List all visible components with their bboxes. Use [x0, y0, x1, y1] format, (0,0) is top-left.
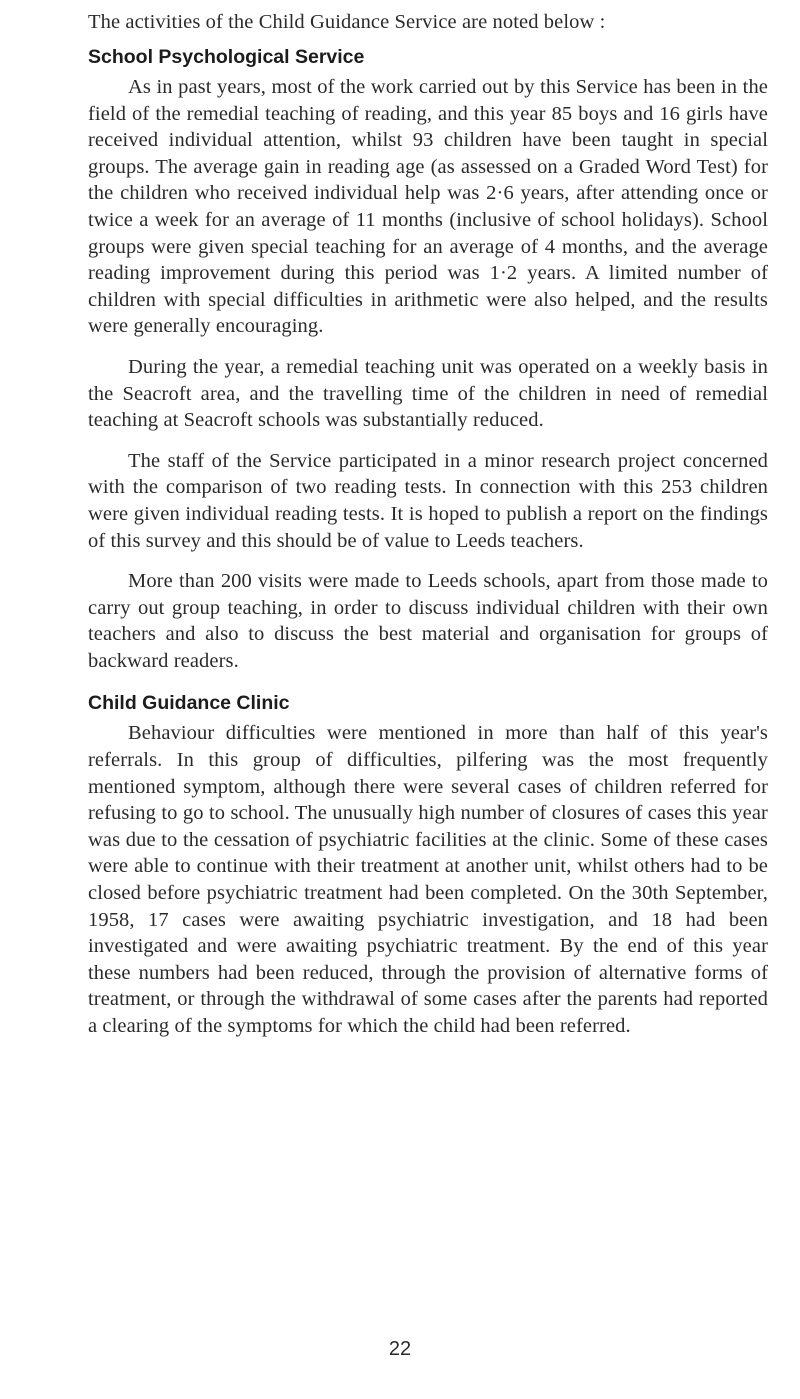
paragraph: The staff of the Service participated in a minor research project concerned with the comparison of two reading tests. In connection with this 253 children were given individual reading tests. It is hoped to publish a report on the findings of this survey and this should be of value to Leeds teachers.: [88, 449, 768, 552]
page-number: 22: [388, 1338, 412, 1360]
paragraph: More than 200 visits were made to Leeds schools, apart from those made to carry out group teaching, in order to discuss individual children with their own teachers and also to discuss the best material and organisation for groups of backward readers.: [88, 570, 768, 672]
paragraph: Behaviour difficulties were mentioned in more than half of this year's referrals. In this group of difficulties, pilfering was the most frequently mentioned symptom, although there were several cases of children referred for refusing to go to school. The unusually high number of closures of cases this year was due to the cessation of psychiatric facilities at the clinic. Some of these cases were able to continue with their treatment at another unit, whilst others had to be closed before psychiatric treatment had been completed. On the 30th September, 1958, 17 cases were awaiting psychiatric investigation, and 18 had been investigated and were awaiting psychiatric treatment. By the end of this year these numbers had been reduced, through the provision of alternative forms of treatment, or through the withdrawal of some cases after the parents had reported a clearing of the symptoms for which the child had been referred.: [88, 722, 768, 1037]
section-school-psychological-service: [88, 42, 768, 674]
intro-text: The activities of the Child Guidance Service are noted below :: [88, 11, 606, 33]
section-heading: Child Guidance Clinic: [88, 692, 290, 715]
section-heading: School Psychological Service: [88, 46, 365, 68]
section-child-guidance-clinic: [88, 688, 768, 1039]
document-page: [88, 8, 768, 1054]
paragraph: During the year, a remedial teaching unit was operated on a weekly basis in the Seacroft area, and the travelling time of the children in need of remedial teaching at Seacroft schools was substantially reduced.: [88, 355, 768, 432]
paragraph: As in past years, most of the work carried out by this Service has been in the field of the remedial teaching of reading, and this year 85 boys and 16 girls have received individual attention, whilst 93 children have been taught in special groups. The average gain in reading age (as assessed on a Graded Word Test) for the children who received individual help was 2·6 years, after attending once or twice a week for an average of 11 months (inclusive of school holidays). School groups were given special teaching for an average of 4 months, and the average reading improvement during this period was 1·2 years. A limited number of children with special difficulties in arithmetic were also helped, and the results were generally encouraging.: [88, 76, 768, 338]
